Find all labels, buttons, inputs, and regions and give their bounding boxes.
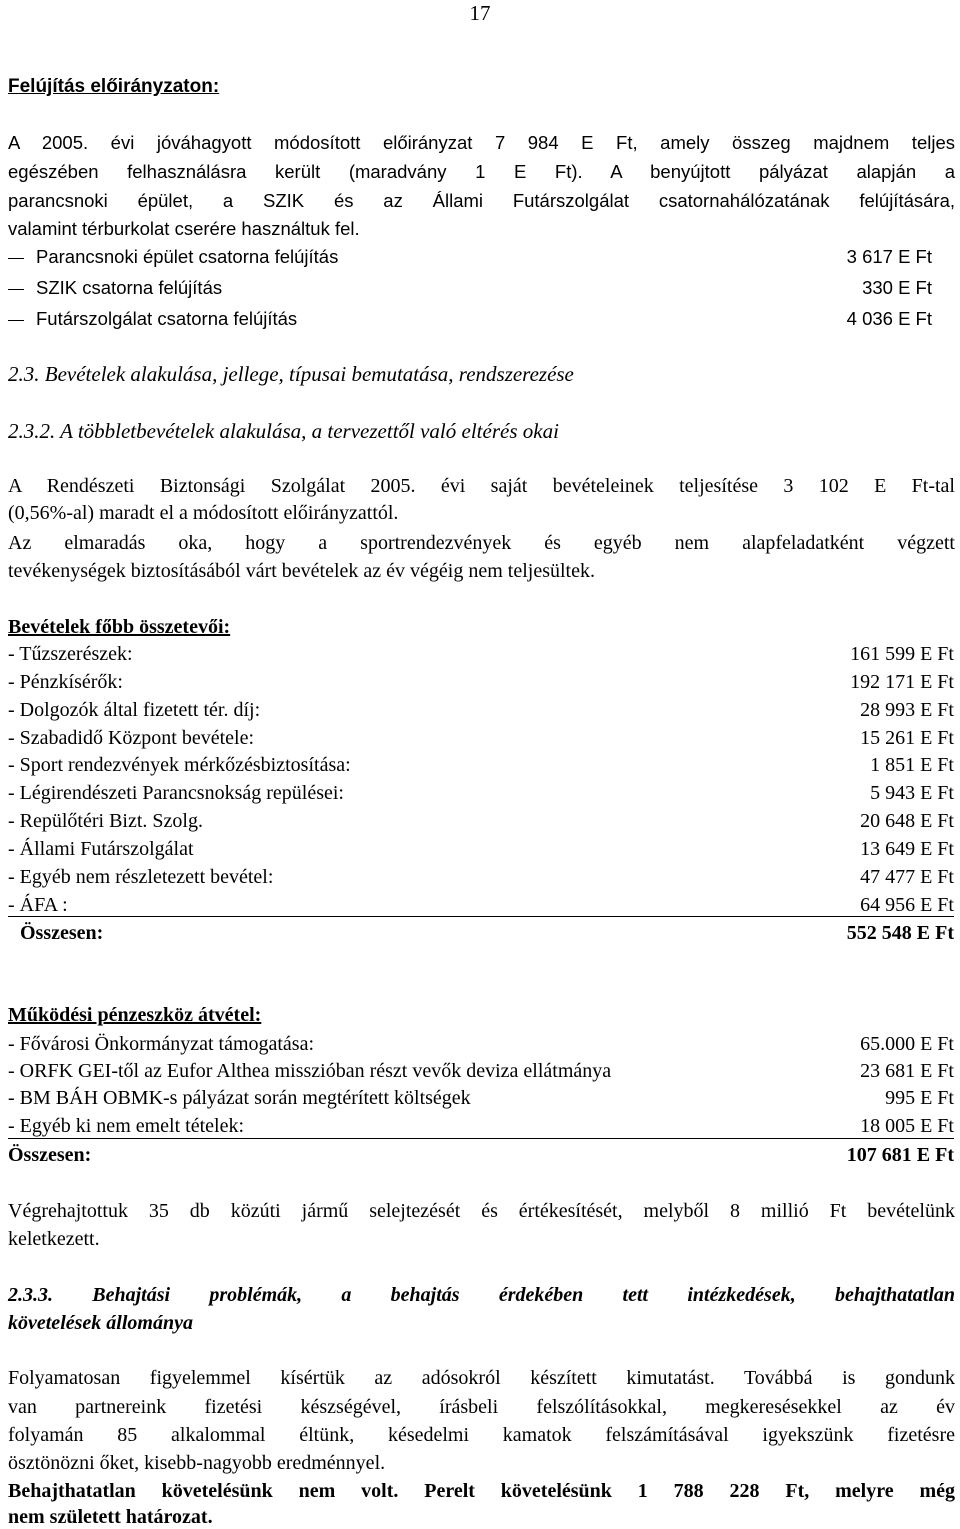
transfer-item-value: 23 681 E Ft — [860, 1060, 954, 1082]
operating-transfers-heading: Működési pénzeszköz átvétel: — [8, 1004, 262, 1026]
sum-rule — [8, 1138, 954, 1139]
income-item-label: - Tűzszerészek: — [8, 643, 133, 665]
renovation-item-label: Parancsnoki épület csatorna felújítás — [36, 246, 339, 267]
sum-rule — [8, 916, 954, 917]
income-item-value: 20 648 E Ft — [860, 810, 954, 832]
collection-bold-line: nem született határozat. — [8, 1506, 213, 1528]
renovation-item-value: 3 617 E Ft — [846, 246, 932, 267]
income-text-line: A Rendészeti Biztonsági Szolgálat 2005. évi saját bevételeinek teljesítése 3 102 E Ft-tal — [8, 475, 955, 497]
vehicles-text-line: Végrehajtottuk 35 db közúti jármű selejtezését és értékesítését, melyből 8 millió Ft bevételünk — [8, 1200, 955, 1222]
collection-text-line: van partnereink fizetési készségével, írásbeli felszólításokkal, megkeresésekkel az év — [8, 1396, 955, 1418]
transfer-item-value: 18 005 E Ft — [860, 1115, 954, 1137]
transfer-item-label: - Egyéb ki nem emelt tételek: — [8, 1115, 245, 1137]
income-item-label: - Légirendészeti Parancsnokság repülései: — [8, 782, 344, 804]
income-components-heading: Bevételek főbb összetevői: — [8, 616, 231, 638]
income-item-value: 15 261 E Ft — [860, 727, 954, 749]
renovation-line: A 2005. évi jóváhagyott módosított előirányzat 7 984 E Ft, amely összeg majdnem teljes — [8, 132, 955, 153]
dash-bullet — [8, 258, 24, 259]
income-item-label: - Egyéb nem részletezett bevétel: — [8, 866, 274, 888]
income-item-value: 161 599 E Ft — [850, 643, 954, 665]
income-item-label: - ÁFA : — [8, 894, 68, 916]
income-item-value: 1 851 E Ft — [870, 754, 954, 776]
vehicles-text-line: keletkezett. — [8, 1228, 100, 1250]
dash-bullet — [8, 289, 24, 290]
transfer-total-label: Összesen: — [8, 1144, 92, 1166]
income-item-value: 13 649 E Ft — [860, 838, 954, 860]
transfer-item-value: 65.000 E Ft — [860, 1033, 954, 1055]
income-text-line: tevékenységek biztosításából várt bevételek az év végéig nem teljesültek. — [8, 560, 595, 582]
income-item-label: - Állami Futárszolgálat — [8, 838, 194, 860]
transfer-total-value: 107 681 E Ft — [846, 1144, 954, 1166]
renovation-item-label: SZIK csatorna felújítás — [36, 277, 223, 298]
collection-text-line: Folyamatosan figyelemmel kísértük az adósokról készített kimutatást. Továbbá is gondunk — [8, 1367, 955, 1389]
section-heading-2-3-3: követelések állománya — [8, 1312, 193, 1334]
renovation-line: parancsnoki épület, a SZIK és az Állami Futárszolgálat csatornahálózatának felújítására, — [8, 190, 955, 211]
collection-text-line: ösztönözni őket, kisebb-nagyobb eredménnyel. — [8, 1452, 386, 1474]
income-item-label: - Repülőtéri Bizt. Szolg. — [8, 810, 203, 832]
income-item-value: 47 477 E Ft — [860, 866, 954, 888]
transfer-item-label: - ORFK GEI-től az Eufor Althea misszióban részt vevők deviza ellátmánya — [8, 1060, 612, 1082]
transfer-item-label: - Fővárosi Önkormányzat támogatása: — [8, 1033, 315, 1055]
section-heading-2-3-3: 2.3.3. Behajtási problémák, a behajtás érdekében tett intézkedések, behajthatatlan — [8, 1284, 955, 1306]
income-item-value: 64 956 E Ft — [860, 894, 954, 916]
income-text-line: (0,56%-al) maradt el a módosított előirányzattól. — [8, 502, 399, 524]
income-item-label: - Pénzkísérők: — [8, 671, 123, 693]
income-item-value: 192 171 E Ft — [850, 671, 954, 693]
transfer-item-value: 995 E Ft — [885, 1087, 954, 1109]
income-item-value: 5 943 E Ft — [870, 782, 954, 804]
income-item-value: 28 993 E Ft — [860, 699, 954, 721]
renovation-item-value: 330 E Ft — [862, 277, 932, 298]
collection-bold-line: Behajthatatlan követelésünk nem volt. Perelt követelésünk 1 788 228 Ft, melyre még — [8, 1480, 955, 1502]
page-number: 17 — [469, 1, 491, 25]
renovation-item-label: Futárszolgálat csatorna felújítás — [36, 308, 298, 329]
income-total-label: Összesen: — [20, 922, 104, 944]
renovation-line: valamint térburkolat cserére használtuk fel. — [8, 218, 360, 239]
section-heading-2-3-2: 2.3.2. A többletbevételek alakulása, a tervezettől való eltérés okai — [8, 419, 559, 443]
income-item-label: - Szabadidő Központ bevétele: — [8, 727, 255, 749]
renovation-heading: Felújítás előirányzaton: — [8, 76, 220, 97]
dash-bullet — [8, 320, 24, 321]
renovation-item-value: 4 036 E Ft — [846, 308, 932, 329]
income-total-value: 552 548 E Ft — [846, 922, 954, 944]
income-text-line: Az elmaradás oka, hogy a sportrendezvények és egyéb nem alapfeladatként végzett — [8, 532, 955, 554]
renovation-line: egészében felhasználásra került (maradvány 1 E Ft). A benyújtott pályázat alapján a — [8, 161, 955, 182]
income-item-label: - Sport rendezvények mérkőzésbiztosítása: — [8, 754, 351, 776]
collection-text-line: folyamán 85 alkalommal éltünk, késedelmi kamatok felszámításával igyekszünk fizetésre — [8, 1424, 955, 1446]
section-heading-2-3: 2.3. Bevételek alakulása, jellege, típusai bemutatása, rendszerezése — [8, 362, 574, 386]
transfer-item-label: - BM BÁH OBMK-s pályázat során megtérített költségek — [8, 1087, 471, 1109]
income-item-label: - Dolgozók által fizetett tér. díj: — [8, 699, 261, 721]
